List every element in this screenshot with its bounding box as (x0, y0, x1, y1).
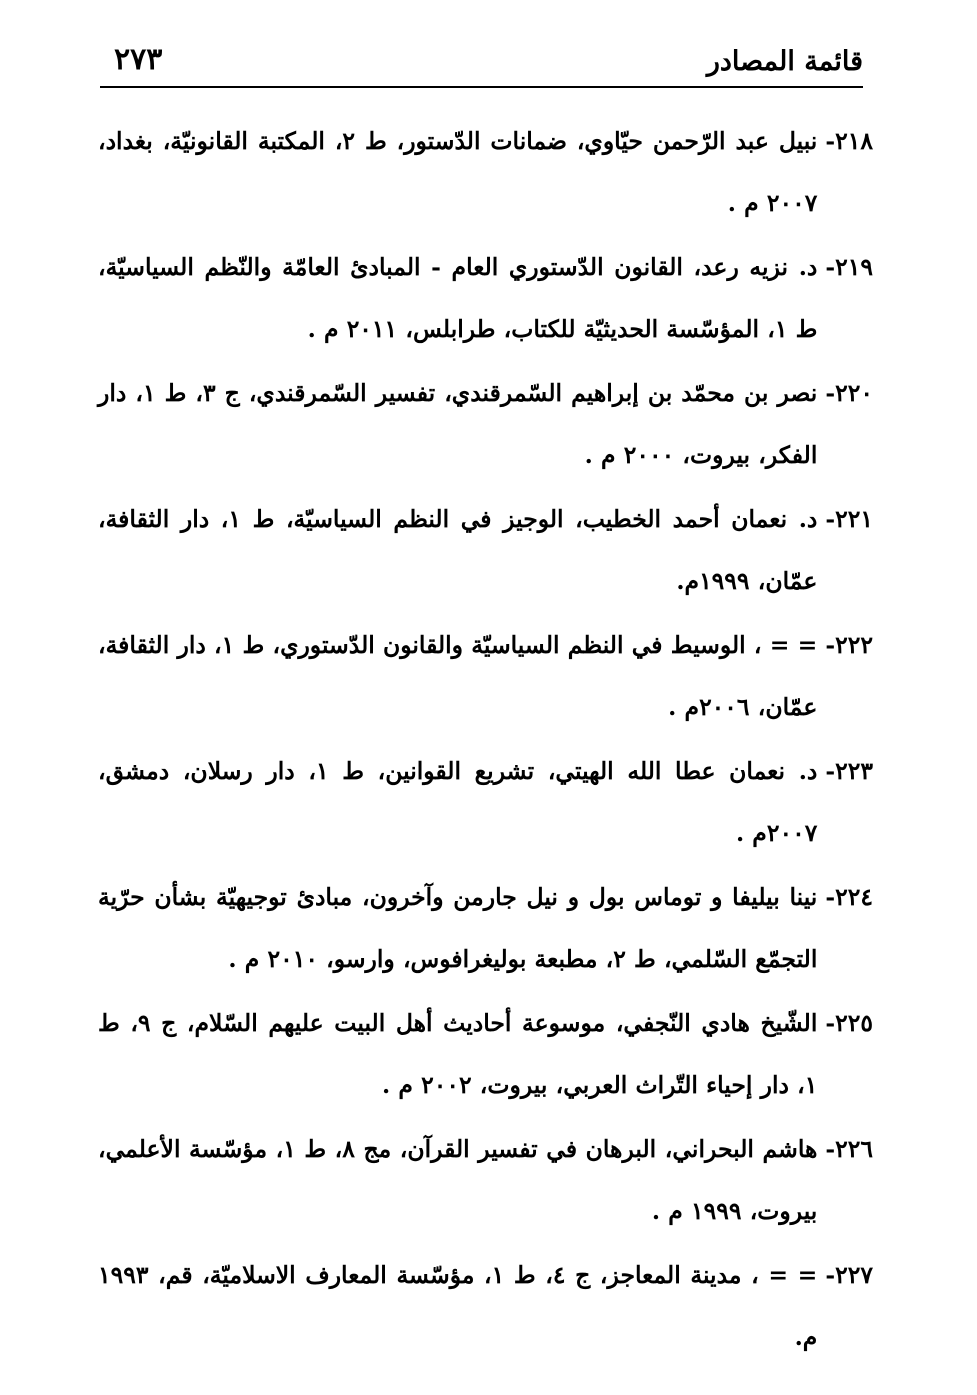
bibliography-entry (98, 110, 873, 234)
entry-text: نصر بن محمّد بن إبراهيم السّمرقندي، تفسير السّمرقندي، ج ٣، ط ١، دار الفكر، بيروت، ٢٠٠٠ م . (98, 379, 818, 469)
entry-number: ٢٢٧- (825, 1261, 873, 1289)
bibliography-entry (98, 614, 873, 738)
entry-number: ٢٢٤- (825, 883, 873, 911)
bibliography-entry (98, 1118, 873, 1242)
bibliography-entry (98, 866, 873, 990)
entry-text: نينا بيليفا و توماس بول و نيل جارمن وآخرون، مبادئ توجيهيّة بشأن حرّية التجمّع السّلمي، ط ٢، مطبعة بوليغرافوس، وارسو، ٢٠١٠ م . (98, 883, 818, 973)
bibliography-entry (98, 740, 873, 864)
running-title: قائمة المصادر (706, 46, 863, 77)
bibliography-entry (98, 1244, 873, 1368)
entry-number: ٢٢١- (825, 505, 873, 533)
entry-number: ٢١٨- (825, 127, 873, 155)
entry-number: ٢٢٥- (825, 1009, 873, 1037)
page-number: ٢٧٣ (114, 42, 163, 77)
bibliography-entry (98, 236, 873, 360)
entry-number: ٢١٩- (825, 253, 873, 281)
entry-number: ٢٢٣- (825, 757, 873, 785)
entry-text: د. نزيه رعد، القانون الدّستوري العام - المبادئ العامّة والنّظم السياسيّة، ط ١، المؤسّسة الحديثيّة للكتاب، طرابلس، ٢٠١١ م . (98, 253, 818, 343)
entry-number: ٢٢٦- (825, 1135, 873, 1163)
entry-text: د. نعمان عطا الله الهيتي، تشريع القوانين، ط ١، دار رسلان، دمشق، ٢٠٠٧م . (98, 757, 818, 847)
bibliography-entry (98, 488, 873, 612)
entry-number: ٢٢٢- (825, 631, 873, 659)
bibliography-entry (98, 362, 873, 486)
page-header (100, 42, 863, 88)
entry-text: نبيل عبد الرّحمن حيّاوي، ضمانات الدّستور، ط ٢، المكتبة القانونيّة، بغداد، ٢٠٠٧ م . (98, 127, 818, 217)
entry-text: = = ، الوسيط في النظم السياسيّة والقانون الدّستوري، ط ١، دار الثقافة، عمّان، ٢٠٠٦م . (98, 631, 818, 721)
bibliography-entry (98, 992, 873, 1116)
entry-text: د. نعمان أحمد الخطيب، الوجيز في النظم السياسيّة، ط ١، دار الثقافة، عمّان، ١٩٩٩م. (98, 505, 818, 595)
entry-text: هاشم البحراني، البرهان في تفسير القرآن، مج ٨، ط ١، مؤسّسة الأعلمي، بيروت، ١٩٩٩ م . (98, 1135, 818, 1225)
entry-number: ٢٢٠- (825, 379, 873, 407)
entry-text: = = ، مدينة المعاجز، ج ٤، ط ١، مؤسّسة المعارف الاسلاميّة، قم، ١٩٩٣ م. (98, 1261, 818, 1351)
entry-text: الشّيخ هادي النّجفي، موسوعة أحاديث أهل البيت عليهم السّلام، ج ٩، ط ١، دار إحياء التّراث العربي، بيروت، ٢٠٠٢ م . (98, 1009, 818, 1099)
bibliography-list (98, 110, 873, 1370)
